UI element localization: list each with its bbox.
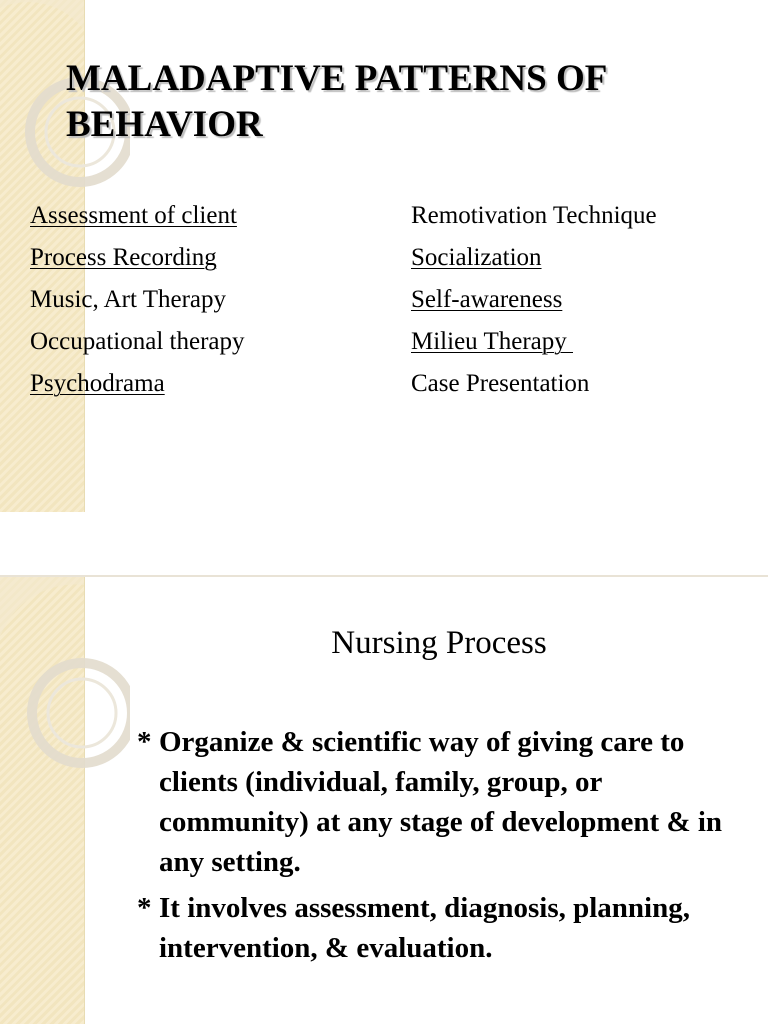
bullet-list <box>137 722 737 974</box>
bullet-text: It involves assessment, diagnosis, planning, intervention, & evaluation. <box>159 892 690 964</box>
slide-gap <box>0 512 768 575</box>
bullet-item <box>137 888 737 968</box>
bullet-marker: * <box>137 726 152 758</box>
bullet-text: Organize & scientific way of giving care to clients (individual, family, group, or community) at any stage of development & in any setting. <box>159 726 723 878</box>
list-item: Socialization <box>411 244 542 271</box>
list-item: Process Recording <box>30 244 217 271</box>
list-item: Milieu Therapy <box>411 328 573 355</box>
bullet-item <box>137 722 737 882</box>
list-item: Case Presentation <box>411 370 590 397</box>
list-item: Self-awareness <box>411 286 563 313</box>
list-item: Assessment of client <box>30 202 237 229</box>
list-item: Occupational therapy <box>30 328 245 355</box>
slide-title: MALADAPTIVE PATTERNS OF BEHAVIOR <box>66 58 606 145</box>
slide-2 <box>0 577 768 1024</box>
list-item: Remotivation Technique <box>411 202 657 229</box>
list-item: Psychodrama <box>30 370 165 397</box>
topic-list-left <box>30 195 400 405</box>
list-item: Music, Art Therapy <box>30 286 227 313</box>
topic-list-right <box>411 195 751 405</box>
section-title: Nursing Process <box>331 625 547 661</box>
bullet-marker: * <box>137 892 152 924</box>
